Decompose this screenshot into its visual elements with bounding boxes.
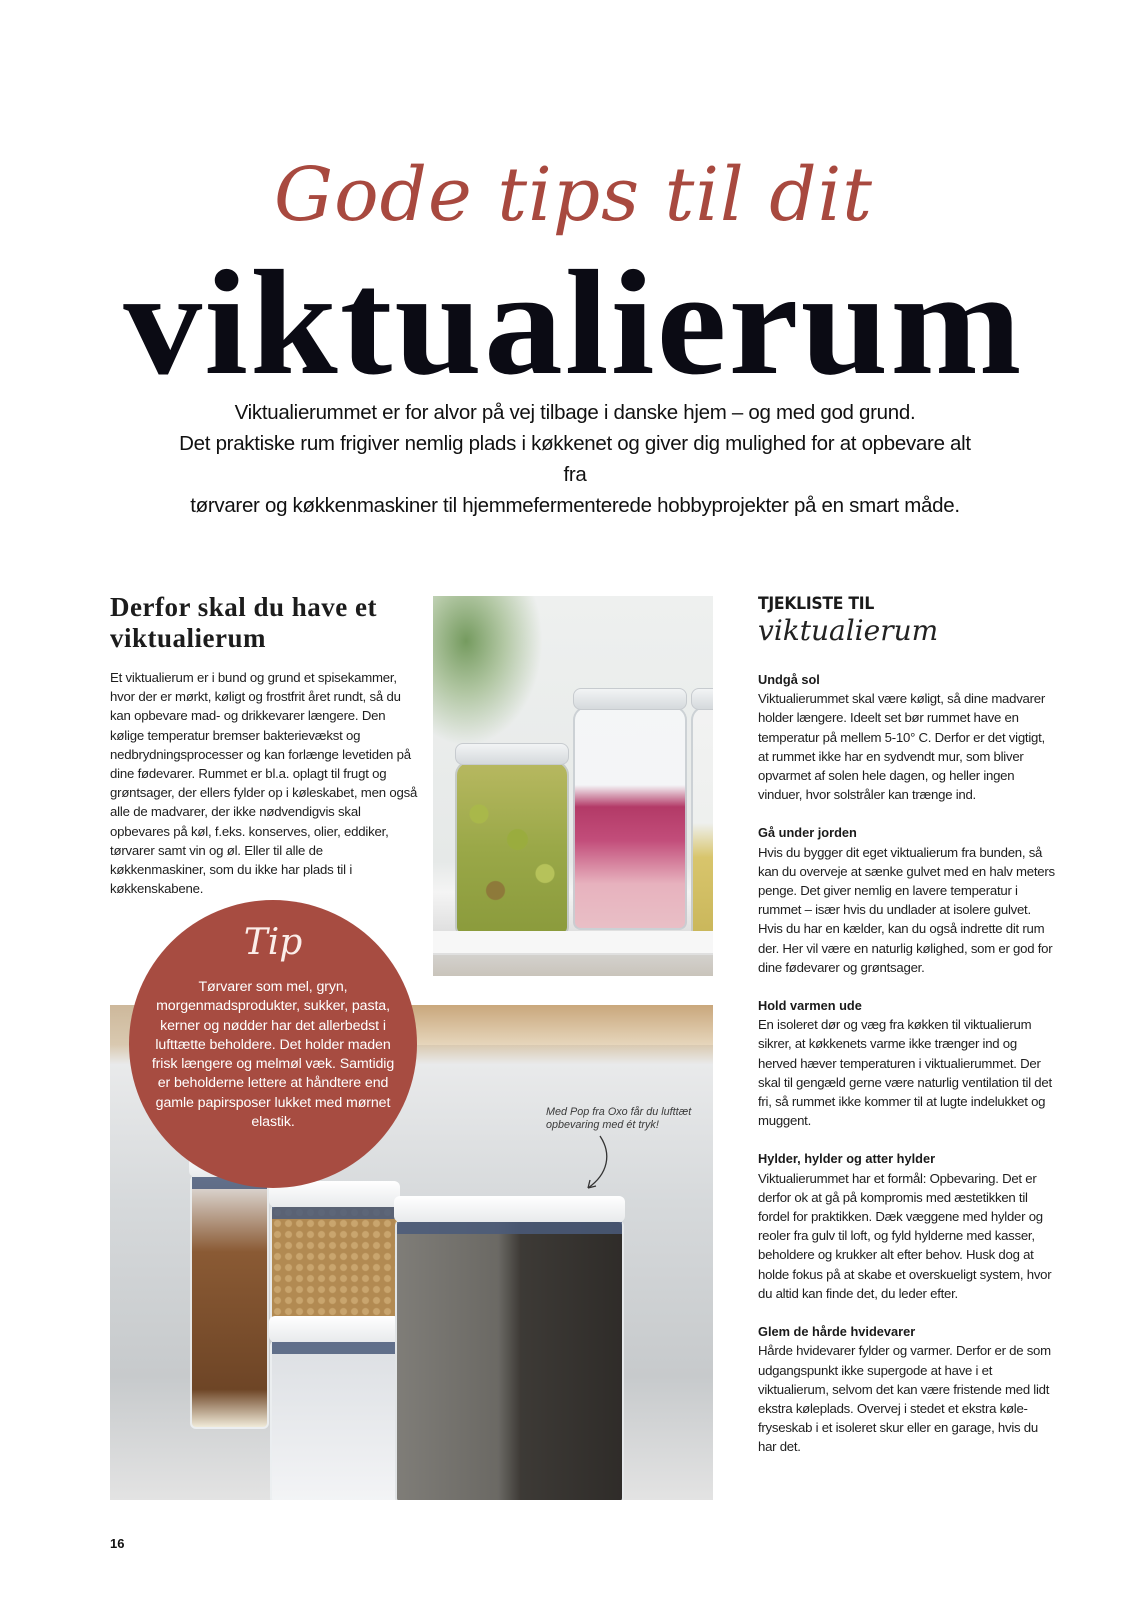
tip-badge [129,900,417,1188]
checklist-item [758,670,1058,804]
olive-jar-image [455,761,569,935]
onion-jar-image [573,706,687,930]
page-number: 16 [110,1536,125,1551]
tip-title: Tip [243,922,303,963]
checklist-item-body: Hårde hvidevarer fylder og varmer. Derfor er de som udgangspunkt ikke supergode at have i et viktualierum, selvom det kan være fristende med lidt ekstra køleplads. Overvej i stedet et ekstra køle-fryseskab i et isoleret skur eller en garage, hvis du har det. [758,1343,1051,1455]
shelf-image [433,931,713,955]
jars-photo [433,596,713,976]
jar-image [691,706,713,940]
checklist-item-body: En isoleret dør og væg fra køkken til viktualierum sikrer, at køkkenets varme ikke trænger ind og herved hæver temperaturen i viktualierummet. Der skal til gengæld gerne være naturlig ventilation til det fri, så rummet ikke kommer til at lugte indelukket og muggent. [758,1017,1052,1129]
checklist-item [758,823,1058,977]
checklist-item-title: Hold varmen ude [758,998,862,1014]
intro-line: Viktualierummet er for alvor på vej tilbage i danske hjem – og med god grund. [234,401,916,424]
container-image [270,1340,399,1500]
plant-image [433,596,543,746]
checklist-column [758,594,1058,1476]
main-title: viktualierum [123,240,1024,406]
tip-body: Tørvarer som mel, gryn, morgenmadsprodukter, sukker, pasta, kerner og nødder har det allerbedst i lufttætte beholdere. Det holder maden frisk længere og melmøl væk. Samtidig er beholderne lettere at håndtere end gamle papirsposer lukket med mørnet elastik. [151,979,395,1131]
intro-paragraph [170,397,980,521]
checklist-item-title: Glem de hårde hvidevarer [758,1324,916,1340]
checklist-heading: TJEKLISTE TIL [758,594,875,614]
checklist-item-body: Viktualierummet har et formål: Opbevaring. Det er derfor ok at gå på kompromis med æstetikken til fordel for praktikken. Dæk væggene med hylder og reoler fra gulv til loft, og fyld hylderne med kasser, beholdere og krukker alt efter behov. Husk dog at holde fokus på at skabe et overskueligt system, hvor du altid kan finde det, du leder efter. [758,1170,1052,1301]
checklist-item-title: Gå under jorden [758,825,857,841]
left-column [110,592,420,898]
checklist-item [758,1149,1058,1303]
intro-line: Det praktiske rum frigiver nemlig plads i køkkenet og giver dig mulighed for at opbevare alt fra [179,432,971,486]
script-title: Gode tips til dit [274,152,873,238]
checklist-item-body: Hvis du bygger dit eget viktualierum fra bunden, så kan du overveje at sænke gulvet med en halv meters penge. Det giver nemlig en lavere temperatur i rummet – især hvis du undlader at isolere gulvet. Hvis du har en kælder, kan du også indrette dit rum der. Her vil være en naturlig kølighed, som er god for dine fødevarer og grøntsager. [758,844,1055,975]
container-image [190,1175,269,1429]
checklist-item-title: Undgå sol [758,672,820,687]
intro-line: tørvarer og køkkenmaskiner til hjemmefermenterede hobbyprojekter på en smart måde. [190,494,960,517]
checklist-item-body: Viktualierummet skal være køligt, så dine madvarer holder længere. Ideelt set bør rummet have en temperatur på mellem 5-10° C. Derfor er det vigtigt, at rummet ikke har en sydvendt mur, som bliver opvarmet af solen hele dagen, og heller ingen vinduer, hvor solstråler kan trænge ind. [758,691,1046,803]
section-heading: Derfor skal du have et viktualierum [110,592,377,653]
checklist-item-title: Hylder, hylder og atter hylder [758,1151,936,1167]
cutting-board-image [370,1005,713,1045]
checklist-item [758,1322,1058,1456]
section-body: Et viktualierum er i bund og grund et spisekammer, hvor der er mørkt, køligt og frostfrit året rundt, så du kan opbevare mad- og drikkevarer længere. Den kølige temperatur bremser bakterievækst og nedbrydningsprocesser og kan forlænge levetiden på dine fødevarer. Rummet er bl.a. oplagt til frugt og grøntsager, der ellers fylder op i køleskabet, men også alle de madvarer, der ikke nødvendigvis skal opbevares på køl, f.eks. konserves, olier, eddiker, tørvarer samt vin og øl. Eller til alle de køkkenmaskiner, som du ikke har plads til i køkkenskabene. [110,670,418,897]
chickpea-container-image [270,1205,399,1324]
curved-arrow-icon [578,1134,618,1194]
photo-caption: Med Pop fra Oxo får du lufttæt opbevaring med ét tryk! [546,1106,692,1131]
checklist-script-title: viktualierum [758,614,939,647]
checklist-item [758,996,1058,1130]
seed-container-image [395,1220,624,1500]
